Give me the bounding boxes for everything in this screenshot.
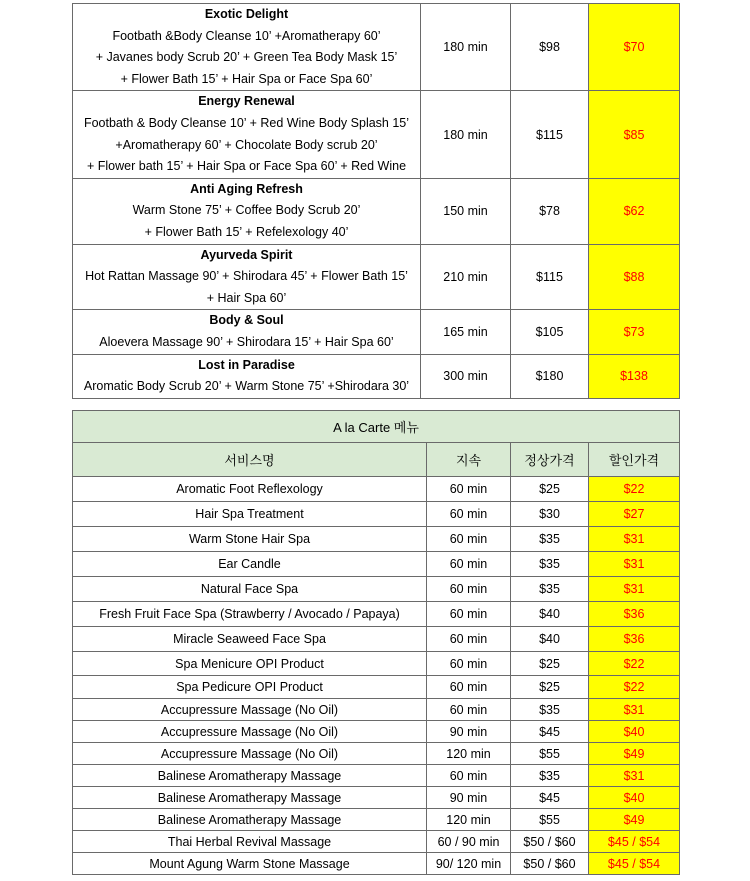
- package-line: + Javanes body Scrub 20’ + Green Tea Body Mask 15’: [95, 50, 398, 65]
- service-sale-price: $31: [589, 577, 680, 602]
- table-row: [73, 527, 680, 552]
- table-row: [73, 4, 680, 91]
- service-regular-price: $35: [511, 552, 589, 577]
- service-duration: 90 min: [427, 787, 511, 809]
- package-regular-price: $78: [511, 178, 589, 244]
- package-sale-price: $70: [589, 4, 680, 91]
- service-sale-price: $49: [589, 743, 680, 765]
- service-regular-price: $25: [511, 477, 589, 502]
- package-description: [73, 178, 421, 244]
- package-duration: 165 min: [421, 310, 511, 354]
- package-description: [73, 244, 421, 310]
- service-duration: 60 / 90 min: [427, 831, 511, 853]
- service-duration: 60 min: [427, 602, 511, 627]
- service-name: Miracle Seaweed Face Spa: [73, 627, 427, 652]
- service-duration: 90 min: [427, 721, 511, 743]
- service-name: Accupressure Massage (No Oil): [73, 699, 427, 721]
- service-duration: 60 min: [427, 765, 511, 787]
- service-sale-price: $45 / $54: [589, 831, 680, 853]
- service-name: Hair Spa Treatment: [73, 502, 427, 527]
- service-duration: 120 min: [427, 743, 511, 765]
- column-header-sale-price: 할인가격: [589, 443, 680, 477]
- table-row: [73, 627, 680, 652]
- table-row: [73, 602, 680, 627]
- alacarte-title: A la Carte 메뉴: [73, 411, 680, 443]
- service-name: Fresh Fruit Face Spa (Strawberry / Avocado / Papaya): [73, 602, 427, 627]
- table-row: [73, 477, 680, 502]
- table-row: [73, 244, 680, 310]
- table-row: [73, 743, 680, 765]
- package-duration: 210 min: [421, 244, 511, 310]
- service-regular-price: $55: [511, 809, 589, 831]
- table-row: [73, 502, 680, 527]
- service-regular-price: $50 / $60: [511, 831, 589, 853]
- service-duration: 60 min: [427, 699, 511, 721]
- service-sale-price: $31: [589, 699, 680, 721]
- table-row: [73, 809, 680, 831]
- service-sale-price: $36: [589, 627, 680, 652]
- service-duration: 60 min: [427, 477, 511, 502]
- table-title-row: [73, 411, 680, 443]
- column-header-service: 서비스명: [73, 443, 427, 477]
- service-name: Spa Pedicure OPI Product: [73, 676, 427, 699]
- alacarte-rows: [73, 477, 680, 875]
- package-line: + Flower Bath 15’ + Hair Spa or Face Spa 60’: [120, 71, 373, 86]
- package-regular-price: $180: [511, 354, 589, 398]
- table-row: [73, 765, 680, 787]
- service-regular-price: $45: [511, 787, 589, 809]
- service-sale-price: $27: [589, 502, 680, 527]
- package-sale-price: $62: [589, 178, 680, 244]
- table-row: [73, 577, 680, 602]
- package-name: Body & Soul: [209, 313, 284, 328]
- service-duration: 60 min: [427, 652, 511, 676]
- alacarte-table: [72, 410, 680, 875]
- service-regular-price: $50 / $60: [511, 853, 589, 875]
- package-line: Aromatic Body Scrub 20’ + Warm Stone 75’ +Shirodara 30’: [83, 379, 410, 394]
- service-sale-price: $22: [589, 676, 680, 699]
- service-sale-price: $40: [589, 721, 680, 743]
- table-row: [73, 91, 680, 178]
- package-duration: 180 min: [421, 91, 511, 178]
- package-line: Footbath & Body Cleanse 10’ + Red Wine Body Splash 15’: [83, 115, 410, 130]
- table-row: [73, 699, 680, 721]
- service-regular-price: $25: [511, 652, 589, 676]
- service-sale-price: $22: [589, 477, 680, 502]
- service-regular-price: $25: [511, 676, 589, 699]
- service-sale-price: $40: [589, 787, 680, 809]
- service-regular-price: $45: [511, 721, 589, 743]
- package-line: + Flower Bath 15’ + Refelexology 40’: [144, 224, 349, 239]
- package-line: + Hair Spa 60’: [206, 290, 287, 305]
- package-sale-price: $88: [589, 244, 680, 310]
- service-regular-price: $40: [511, 627, 589, 652]
- service-regular-price: $40: [511, 602, 589, 627]
- service-regular-price: $35: [511, 527, 589, 552]
- package-line: + Flower bath 15’ + Hair Spa or Face Spa 60’ + Red Wine: [86, 159, 407, 174]
- table-row: [73, 721, 680, 743]
- package-name: Lost in Paradise: [198, 357, 295, 372]
- table-row: [73, 853, 680, 875]
- package-name: Exotic Delight: [204, 7, 289, 21]
- package-regular-price: $105: [511, 310, 589, 354]
- package-duration: 300 min: [421, 354, 511, 398]
- package-description: [73, 4, 421, 91]
- service-name: Ear Candle: [73, 552, 427, 577]
- service-duration: 60 min: [427, 527, 511, 552]
- service-name: Aromatic Foot Reflexology: [73, 477, 427, 502]
- table-row: [73, 178, 680, 244]
- package-sale-price: $85: [589, 91, 680, 178]
- service-sale-price: $31: [589, 552, 680, 577]
- service-sale-price: $45 / $54: [589, 853, 680, 875]
- service-regular-price: $30: [511, 502, 589, 527]
- package-name: Ayurveda Spirit: [200, 247, 293, 262]
- package-line: +Aromatherapy 60’ + Chocolate Body scrub 20’: [115, 137, 378, 152]
- service-name: Spa Menicure OPI Product: [73, 652, 427, 676]
- column-header-regular-price: 정상가격: [511, 443, 589, 477]
- service-name: Balinese Aromatherapy Massage: [73, 765, 427, 787]
- service-sale-price: $31: [589, 765, 680, 787]
- table-row: [73, 310, 680, 354]
- package-name: Energy Renewal: [198, 94, 295, 109]
- package-description: [73, 91, 421, 178]
- service-name: Warm Stone Hair Spa: [73, 527, 427, 552]
- service-duration: 90/ 120 min: [427, 853, 511, 875]
- table-row: [73, 787, 680, 809]
- package-name: Anti Aging Refresh: [190, 181, 303, 196]
- table-row: [73, 552, 680, 577]
- package-duration: 150 min: [421, 178, 511, 244]
- package-line: Aloevera Massage 90’ + Shirodara 15’ + Hair Spa 60’: [99, 334, 394, 349]
- service-name: Natural Face Spa: [73, 577, 427, 602]
- service-duration: 60 min: [427, 577, 511, 602]
- package-regular-price: $115: [511, 244, 589, 310]
- service-duration: 60 min: [427, 676, 511, 699]
- package-line: Hot Rattan Massage 90’ + Shirodara 45’ + Flower Bath 15’: [85, 269, 408, 284]
- table-row: [73, 831, 680, 853]
- service-name: Balinese Aromatherapy Massage: [73, 787, 427, 809]
- service-name: Accupressure Massage (No Oil): [73, 721, 427, 743]
- service-duration: 60 min: [427, 627, 511, 652]
- table-header-row: [73, 443, 680, 477]
- package-regular-price: $98: [511, 4, 589, 91]
- service-regular-price: $35: [511, 765, 589, 787]
- package-description: [73, 354, 421, 398]
- column-header-duration: 지속: [427, 443, 511, 477]
- table-row: [73, 652, 680, 676]
- service-name: Mount Agung Warm Stone Massage: [73, 853, 427, 875]
- service-duration: 60 min: [427, 552, 511, 577]
- service-name: Balinese Aromatherapy Massage: [73, 809, 427, 831]
- package-regular-price: $115: [511, 91, 589, 178]
- package-line: Footbath &Body Cleanse 10’ +Aromatherapy 60’: [112, 28, 381, 43]
- service-sale-price: $36: [589, 602, 680, 627]
- service-duration: 60 min: [427, 502, 511, 527]
- table-row: [73, 676, 680, 699]
- service-name: Accupressure Massage (No Oil): [73, 743, 427, 765]
- service-sale-price: $22: [589, 652, 680, 676]
- package-description: [73, 310, 421, 354]
- package-sale-price: $138: [589, 354, 680, 398]
- package-duration: 180 min: [421, 4, 511, 91]
- service-regular-price: $35: [511, 577, 589, 602]
- service-duration: 120 min: [427, 809, 511, 831]
- service-sale-price: $31: [589, 527, 680, 552]
- service-regular-price: $55: [511, 743, 589, 765]
- service-regular-price: $35: [511, 699, 589, 721]
- package-sale-price: $73: [589, 310, 680, 354]
- service-name: Thai Herbal Revival Massage: [73, 831, 427, 853]
- package-table: [72, 3, 680, 399]
- table-row: [73, 354, 680, 398]
- service-sale-price: $49: [589, 809, 680, 831]
- package-line: Warm Stone 75’ + Coffee Body Scrub 20’: [132, 203, 361, 218]
